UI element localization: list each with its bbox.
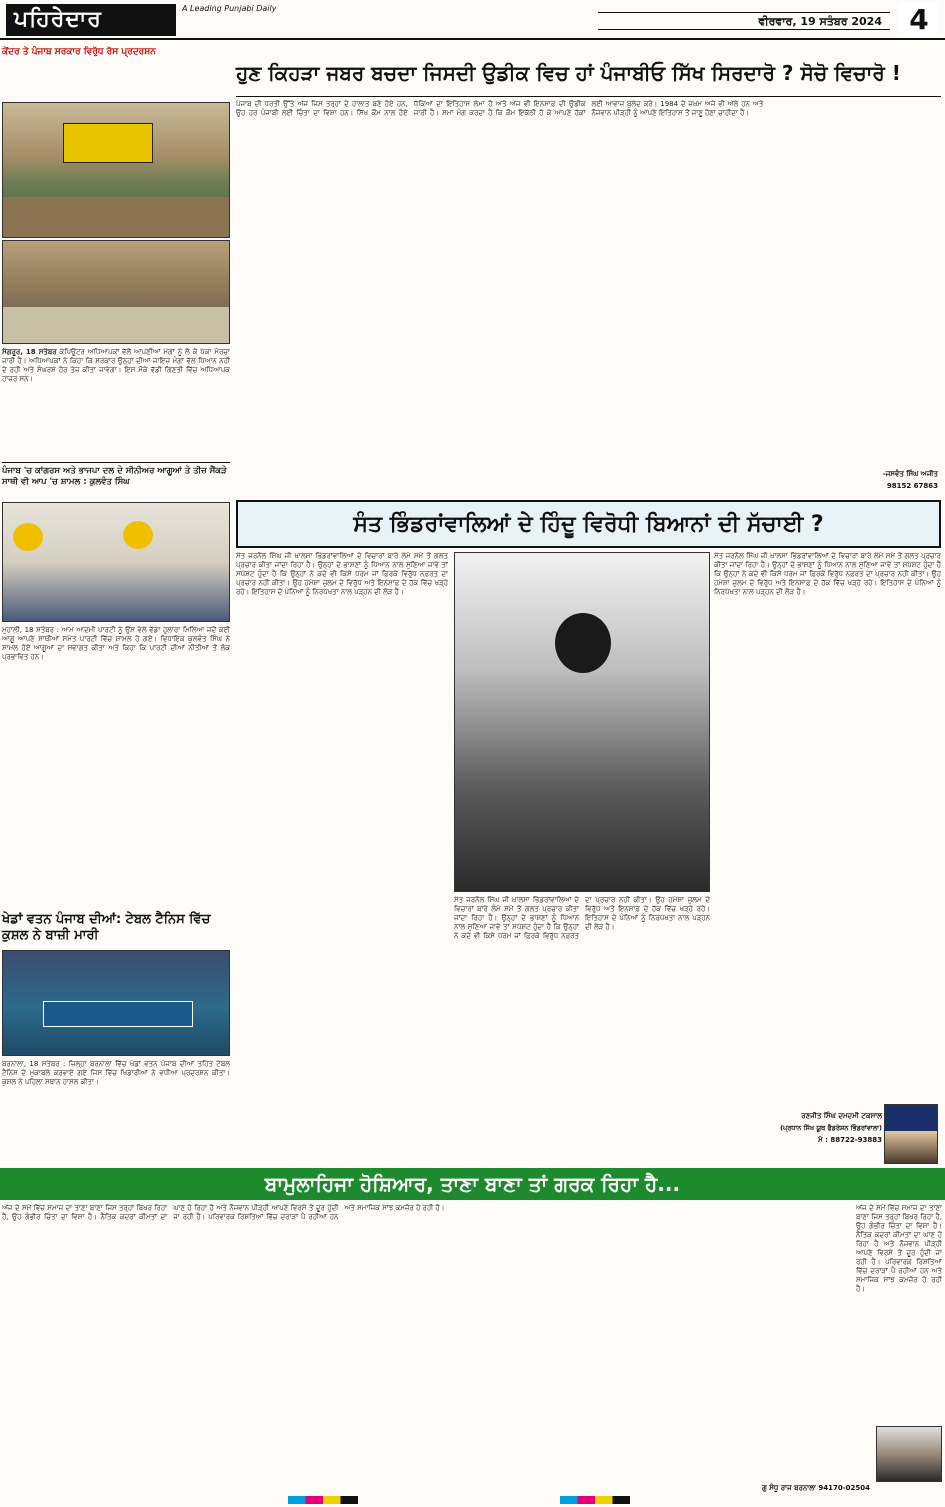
banner-in-photo bbox=[63, 123, 153, 163]
aap-join-photo bbox=[2, 502, 230, 622]
sant-author-title: (ਪ੍ਰਧਾਨ ਸਿੱਖ ਯੂਥ ਫੈਡਰੇਸ਼ਨ ਭਿੰਡਰਾਂਵਾਲਾ) bbox=[780, 1124, 882, 1132]
editorial-paragraph: ਪੰਜਾਬ ਦੀ ਧਰਤੀ ਉੱਤੇ ਅੱਜ ਜਿਸ ਤਰ੍ਹਾਂ ਦੇ ਹਾਲਾਤ ਬਣੇ ਹੋਏ ਹਨ, ਉਹ ਹਰ ਪੰਜਾਬੀ ਲਈ ਚਿੰਤਾ ਦਾ ਵਿਸ਼ਾ ਹਨ। ਸਿੱਖ ਕੌਮ ਨਾਲ ਹੋਏ ਧੱਕਿਆਂ ਦਾ ਇਤਿਹਾਸ ਲੰਮਾ ਹੈ ਅਤੇ ਅੱਜ ਵੀ ਇਨਸਾਫ਼ ਦੀ ਉਡੀਕ ਜਾਰੀ ਹੈ। ਸਮਾਂ ਮੰਗ ਕਰਦਾ ਹੈ ਕਿ ਕੌਮ ਇਕੱਠੀ ਹੋ ਕੇ ਆਪਣੇ ਹੱਕਾਂ ਲਈ ਆਵਾਜ਼ ਬੁਲੰਦ ਕਰੇ। 1984 ਦੇ ਜ਼ਖ਼ਮ ਅਜੇ ਵੀ ਅੱਲੇ ਹਨ ਅਤੇ ਨੌਜਵਾਨ ਪੀੜ੍ਹੀ ਨੂੰ ਆਪਣੇ ਇਤਿਹਾਸ ਤੋਂ ਜਾਣੂ ਹੋਣਾ ਚਾਹੀਦਾ ਹੈ। bbox=[236, 100, 764, 117]
turban-silhouette bbox=[555, 613, 611, 673]
top-left-dateline: ਸੰਗਰੂਰ, 18 ਸਤੰਬਰ bbox=[2, 348, 57, 356]
issue-date: ਵੀਰਵਾਰ, 19 ਸਤੰਬਰ 2024 bbox=[758, 15, 882, 28]
turban-figure bbox=[13, 523, 43, 551]
masthead bbox=[0, 0, 945, 40]
bottom-author-phone: 94170-02504 bbox=[818, 1484, 870, 1492]
sant-paragraph-2: ਸੰਤ ਜਰਨੈਲ ਸਿੰਘ ਜੀ ਖ਼ਾਲਸਾ ਭਿੰਡਰਾਂਵਾਲਿਆਂ ਦੇ ਵਿਚਾਰਾਂ ਬਾਰੇ ਲੰਮੇ ਸਮੇਂ ਤੋਂ ਗਲਤ ਪ੍ਰਚਾਰ ਕੀਤਾ ਜਾਂਦਾ ਰਿਹਾ ਹੈ। ਉਨ੍ਹਾਂ ਦੇ ਭਾਸ਼ਣਾਂ ਨੂੰ ਧਿਆਨ ਨਾਲ ਸੁਣਿਆ ਜਾਵੇ ਤਾਂ ਸਪੱਸ਼ਟ ਹੁੰਦਾ ਹੈ ਕਿ ਉਨ੍ਹਾਂ ਨੇ ਕਦੇ ਵੀ ਕਿਸੇ ਧਰਮ ਜਾਂ ਫ਼ਿਰਕੇ ਵਿਰੁੱਧ ਨਫ਼ਰਤ ਦਾ ਪ੍ਰਚਾਰ ਨਹੀਂ ਕੀਤਾ। ਉਹ ਹਮੇਸ਼ਾ ਜ਼ੁਲਮ ਦੇ ਵਿਰੁੱਧ ਅਤੇ ਇਨਸਾਫ਼ ਦੇ ਹੱਕ ਵਿੱਚ ਖੜ੍ਹੇ ਰਹੇ। ਇਤਿਹਾਸ ਦੇ ਪੰਨਿਆਂ ਨੂੰ ਨਿਰਪੱਖਤਾ ਨਾਲ ਪੜ੍ਹਨ ਦੀ ਲੋੜ ਹੈ। bbox=[454, 896, 710, 940]
sant-body-left bbox=[236, 552, 448, 1160]
masthead-logo: ਪਹਿਰੇਦਾਰ bbox=[6, 4, 176, 36]
sant-headline: ਸੰਤ ਭਿੰਡਰਾਂਵਾਲਿਆਂ ਦੇ ਹਿੰਦੂ ਵਿਰੋਧੀ ਬਿਆਨਾਂ ਦੀ ਸੱਚਾਈ ? bbox=[236, 500, 941, 548]
masthead-tagline: A Leading Punjabi Daily bbox=[182, 4, 277, 13]
turban-figure-2 bbox=[123, 521, 153, 549]
top-left-headline: ਕੇਂਦਰ ਤੇ ਪੰਜਾਬ ਸਰਕਾਰ ਵਿਰੁੱਧ ਰੋਸ ਪ੍ਰਦਰਸ਼ਨ bbox=[2, 47, 156, 57]
tt-table bbox=[43, 1001, 193, 1027]
sant-photo bbox=[454, 552, 710, 892]
page-number: 4 bbox=[899, 2, 939, 38]
top-left-body: ਕੰਪਿਊਟਰ ਅਧਿਆਪਕਾਂ ਵੱਲੋਂ ਆਪਣੀਆਂ ਮੰਗਾਂ ਨੂੰ ਲੈ ਕੇ ਪੱਕਾ ਮੋਰਚਾ ਜਾਰੀ ਹੈ। ਅਧਿਆਪਕਾਂ ਨੇ ਕਿਹਾ ਕਿ ਸਰਕਾਰ ਉਨ੍ਹਾਂ ਦੀਆਂ ਜਾਇਜ਼ ਮੰਗਾਂ ਵੱਲ ਧਿਆਨ ਨਹੀਂ ਦੇ ਰਹੀ ਅਤੇ ਸੰਘਰਸ਼ ਹੋਰ ਤੇਜ਼ ਕੀਤਾ ਜਾਵੇਗਾ। ਇਸ ਮੌਕੇ ਵੱਡੀ ਗਿਣਤੀ ਵਿੱਚ ਅਧਿਆਪਕ ਹਾਜ਼ਰ ਸਨ। bbox=[2, 348, 230, 383]
sant-author-name: ਰਣਜੀਤ ਸਿੰਘ ਦਮਦਮੀ ਟਕਸਾਲ bbox=[801, 1112, 882, 1120]
bottom-feature-paragraph-2: ਅੱਜ ਦੇ ਸਮੇਂ ਵਿੱਚ ਸਮਾਜ ਦਾ ਤਾਣਾ ਬਾਣਾ ਜਿਸ ਤਰ੍ਹਾਂ ਬਿਖਰ ਰਿਹਾ ਹੈ, ਉਹ ਗੰਭੀਰ ਚਿੰਤਾ ਦਾ ਵਿਸ਼ਾ ਹੈ। ਨੈਤਿਕ ਕਦਰਾਂ ਕੀਮਤਾਂ ਦਾ ਘਾਣ ਹੋ ਰਿਹਾ ਹੈ ਅਤੇ ਨੌਜਵਾਨ ਪੀੜ੍ਹੀ ਆਪਣੇ ਵਿਰਸੇ ਤੋਂ ਦੂਰ ਹੁੰਦੀ ਜਾ ਰਹੀ ਹੈ। ਪਰਿਵਾਰਕ ਰਿਸ਼ਤਿਆਂ ਵਿੱਚ ਦਰਾੜਾਂ ਪੈ ਰਹੀਆਂ ਹਨ ਅਤੇ ਸਮਾਜਿਕ ਸਾਂਝ ਕਮਜ਼ੋਰ ਹੋ ਰਹੀ ਹੈ। bbox=[856, 1204, 942, 1293]
sant-paragraph-3: ਸੰਤ ਜਰਨੈਲ ਸਿੰਘ ਜੀ ਖ਼ਾਲਸਾ ਭਿੰਡਰਾਂਵਾਲਿਆਂ ਦੇ ਵਿਚਾਰਾਂ ਬਾਰੇ ਲੰਮੇ ਸਮੇਂ ਤੋਂ ਗਲਤ ਪ੍ਰਚਾਰ ਕੀਤਾ ਜਾਂਦਾ ਰਿਹਾ ਹੈ। ਉਨ੍ਹਾਂ ਦੇ ਭਾਸ਼ਣਾਂ ਨੂੰ ਧਿਆਨ ਨਾਲ ਸੁਣਿਆ ਜਾਵੇ ਤਾਂ ਸਪੱਸ਼ਟ ਹੁੰਦਾ ਹੈ ਕਿ ਉਨ੍ਹਾਂ ਨੇ ਕਦੇ ਵੀ ਕਿਸੇ ਧਰਮ ਜਾਂ ਫ਼ਿਰਕੇ ਵਿਰੁੱਧ ਨਫ਼ਰਤ ਦਾ ਪ੍ਰਚਾਰ ਨਹੀਂ ਕੀਤਾ। ਉਹ ਹਮੇਸ਼ਾ ਜ਼ੁਲਮ ਦੇ ਵਿਰੁੱਧ ਅਤੇ ਇਨਸਾਫ਼ ਦੇ ਹੱਕ ਵਿੱਚ ਖੜ੍ਹੇ ਰਹੇ। ਇਤਿਹਾਸ ਦੇ ਪੰਨਿਆਂ ਨੂੰ ਨਿਰਪੱਖਤਾ ਨਾਲ ਪੜ੍ਹਨ ਦੀ ਲੋੜ ਹੈ। bbox=[714, 552, 941, 596]
bottom-feature-paragraph: ਅੱਜ ਦੇ ਸਮੇਂ ਵਿੱਚ ਸਮਾਜ ਦਾ ਤਾਣਾ ਬਾਣਾ ਜਿਸ ਤਰ੍ਹਾਂ ਬਿਖਰ ਰਿਹਾ ਹੈ, ਉਹ ਗੰਭੀਰ ਚਿੰਤਾ ਦਾ ਵਿਸ਼ਾ ਹੈ। ਨੈਤਿਕ ਕਦਰਾਂ ਕੀਮਤਾਂ ਦਾ ਘਾਣ ਹੋ ਰਿਹਾ ਹੈ ਅਤੇ ਨੌਜਵਾਨ ਪੀੜ੍ਹੀ ਆਪਣੇ ਵਿਰਸੇ ਤੋਂ ਦੂਰ ਹੁੰਦੀ ਜਾ ਰਹੀ ਹੈ। ਪਰਿਵਾਰਕ ਰਿਸ਼ਤਿਆਂ ਵਿੱਚ ਦਰਾੜਾਂ ਪੈ ਰਹੀਆਂ ਹਨ ਅਤੇ ਸਮਾਜਿਕ ਸਾਂਝ ਕਮਜ਼ੋਰ ਹੋ ਰਹੀ ਹੈ। bbox=[2, 1204, 445, 1221]
road-surface bbox=[3, 307, 230, 343]
bottom-feature-body-right bbox=[856, 1204, 942, 1424]
sports-body bbox=[2, 1060, 230, 1144]
aap-join-paragraph: ਮੁਹਾਲੀ, 18 ਸਤੰਬਰ : ਆਮ ਆਦਮੀ ਪਾਰਟੀ ਨੂੰ ਉਸ ਵੇਲੇ ਵੱਡਾ ਹੁਲਾਰਾ ਮਿਲਿਆ ਜਦੋਂ ਕਈ ਆਗੂ ਆਪਣੇ ਸਾਥੀਆਂ ਸਮੇਤ ਪਾਰਟੀ ਵਿੱਚ ਸ਼ਾਮਲ ਹੋ ਗਏ। ਵਿਧਾਇਕ ਕੁਲਵੰਤ ਸਿੰਘ ਨੇ ਸ਼ਾਮਲ ਹੋਏ ਆਗੂਆਂ ਦਾ ਸਵਾਗਤ ਕੀਤਾ ਅਤੇ ਕਿਹਾ ਕਿ ਪਾਰਟੀ ਦੀਆਂ ਨੀਤੀਆਂ ਤੋਂ ਲੋਕ ਪ੍ਰਭਾਵਿਤ ਹਨ। bbox=[2, 626, 230, 661]
sant-paragraph: ਸੰਤ ਜਰਨੈਲ ਸਿੰਘ ਜੀ ਖ਼ਾਲਸਾ ਭਿੰਡਰਾਂਵਾਲਿਆਂ ਦੇ ਵਿਚਾਰਾਂ ਬਾਰੇ ਲੰਮੇ ਸਮੇਂ ਤੋਂ ਗਲਤ ਪ੍ਰਚਾਰ ਕੀਤਾ ਜਾਂਦਾ ਰਿਹਾ ਹੈ। ਉਨ੍ਹਾਂ ਦੇ ਭਾਸ਼ਣਾਂ ਨੂੰ ਧਿਆਨ ਨਾਲ ਸੁਣਿਆ ਜਾਵੇ ਤਾਂ ਸਪੱਸ਼ਟ ਹੁੰਦਾ ਹੈ ਕਿ ਉਨ੍ਹਾਂ ਨੇ ਕਦੇ ਵੀ ਕਿਸੇ ਧਰਮ ਜਾਂ ਫ਼ਿਰਕੇ ਵਿਰੁੱਧ ਨਫ਼ਰਤ ਦਾ ਪ੍ਰਚਾਰ ਨਹੀਂ ਕੀਤਾ। ਉਹ ਹਮੇਸ਼ਾ ਜ਼ੁਲਮ ਦੇ ਵਿਰੁੱਧ ਅਤੇ ਇਨਸਾਫ਼ ਦੇ ਹੱਕ ਵਿੱਚ ਖੜ੍ਹੇ ਰਹੇ। ਇਤਿਹਾਸ ਦੇ ਪੰਨਿਆਂ ਨੂੰ ਨਿਰਪੱਖਤਾ ਨਾਲ ਪੜ੍ਹਨ ਦੀ ਲੋੜ ਹੈ। bbox=[236, 552, 448, 596]
crowd-sitting bbox=[3, 197, 230, 237]
color-registration-bar-1 bbox=[288, 1496, 358, 1504]
bottom-author-photo bbox=[876, 1426, 942, 1482]
editorial-phone: 98152 67863 bbox=[886, 482, 938, 490]
sports-paragraph: ਬਰਨਾਲਾ, 18 ਸਤੰਬਰ : ਜ਼ਿਲ੍ਹਾ ਬਰਨਾਲਾ ਵਿੱਚ ਖੇਡਾਂ ਵਤਨ ਪੰਜਾਬ ਦੀਆਂ ਤਹਿਤ ਟੇਬਲ ਟੈਨਿਸ ਦੇ ਮੁਕਾਬਲੇ ਕਰਵਾਏ ਗਏ ਜਿਸ ਵਿੱਚ ਖਿਡਾਰੀਆਂ ਨੇ ਵਧੀਆ ਪ੍ਰਦਰਸ਼ਨ ਕੀਤਾ। ਕੁਸ਼ਲ ਨੇ ਪਹਿਲਾ ਸਥਾਨ ਹਾਸਲ ਕੀਤਾ। bbox=[2, 1060, 230, 1086]
rule-1 bbox=[2, 462, 230, 463]
top-left-headline-block bbox=[0, 42, 232, 100]
editorial-author: -ਜਸਵੰਤ ਸਿੰਘ ਅਜੀਤ bbox=[882, 470, 938, 478]
sant-body-right bbox=[714, 552, 941, 1062]
protest-photo bbox=[2, 102, 230, 238]
top-left-story-body bbox=[2, 348, 230, 460]
bottom-feature-body bbox=[2, 1204, 852, 1494]
bottom-feature-headline: ਬਾਮੁਲਾਹਿਜਾ ਹੋਸ਼ਿਆਰ, ਤਾਣਾ ਬਾਣਾ ਤਾਂ ਗਰਕ ਰਿਹਾ ਹੈ... bbox=[0, 1168, 945, 1200]
sant-body-middle bbox=[454, 896, 710, 1160]
bottom-author bbox=[660, 1484, 870, 1493]
aap-join-body bbox=[2, 626, 230, 910]
date-bar bbox=[598, 12, 890, 30]
bottom-author-name: ਗੁ ਸੰਧੂ ਰਾਜ ਬਰਨਾਲਾ bbox=[761, 1484, 816, 1492]
editorial-headline: ਹੁਣ ਕਿਹੜਾ ਜਬਰ ਬਚਦਾ ਜਿਸਦੀ ਉਡੀਕ ਵਿਚ ਹਾਂ ਪੰਜਾਬੀਓ ਸਿੱਖ ਸਿਰਦਾਰੋ ? ਸੋਚੋ ਵਿਚਾਰੋ ! bbox=[236, 61, 901, 85]
table-tennis-photo bbox=[2, 950, 230, 1056]
rule-editorial bbox=[236, 96, 941, 97]
color-registration-bar-2 bbox=[560, 1496, 630, 1504]
sit-in-photo bbox=[2, 240, 230, 344]
sant-author-avatar bbox=[884, 1104, 938, 1164]
editorial-body bbox=[236, 100, 941, 492]
sports-headline: ਖੇਡਾਂ ਵਤਨ ਪੰਜਾਬ ਦੀਆਂ: ਟੇਬਲ ਟੈਨਿਸ ਵਿੱਚ ਕੁਸ਼ਲ ਨੇ ਬਾਜ਼ੀ ਮਾਰੀ bbox=[2, 912, 211, 943]
aap-join-headline: ਪੰਜਾਬ 'ਚ ਕਾਂਗਰਸ ਅਤੇ ਭਾਜਪਾ ਦਲ ਦੇ ਸੀਨੀਅਰ ਆਗੂਆਂ ਤੇ ਤੀਜ਼ ਸੈਂਕੜੇ ਸਾਥੀ ਵੀ ਆਪ 'ਚ ਸ਼ਾਮਲ : ਕੁਲਵੰਤ ਸਿੰਘ bbox=[2, 466, 227, 487]
sant-phone: ਮੋ : 88722-93883 bbox=[818, 1136, 882, 1144]
